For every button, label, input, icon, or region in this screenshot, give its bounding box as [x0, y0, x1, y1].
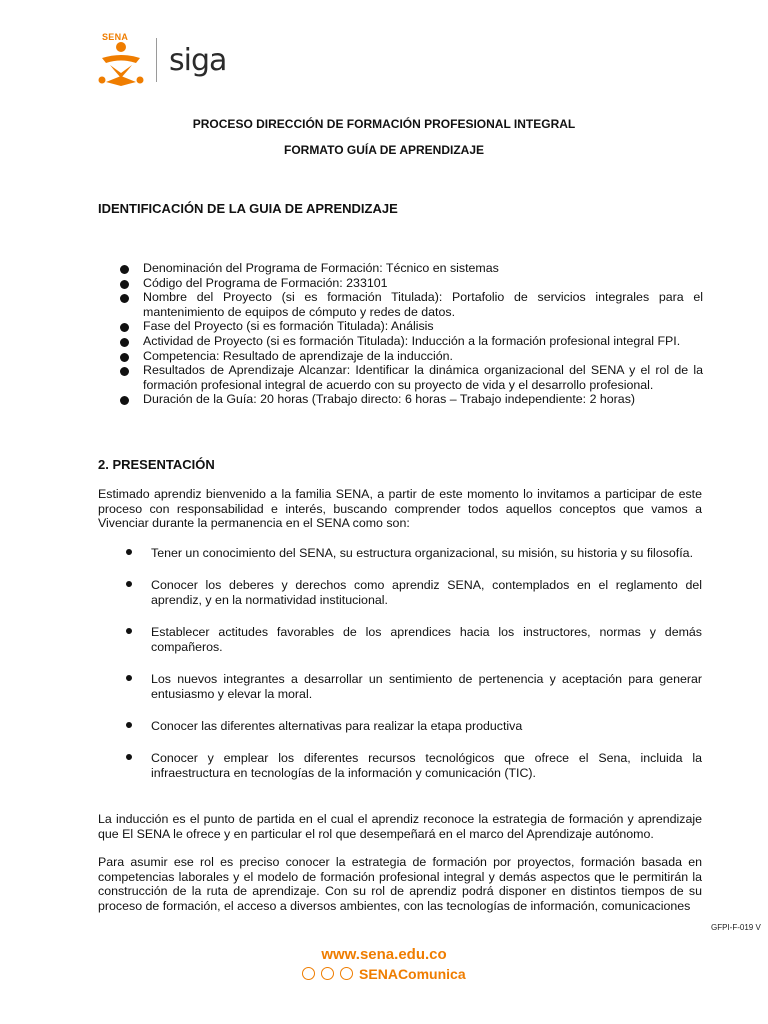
facebook-icon[interactable] — [302, 967, 315, 980]
identification-item: Actividad de Proyecto (si es formación Titulada): Inducción a la formación profesional integral FPI. — [143, 334, 703, 349]
document-format-title: FORMATO GUÍA DE APRENDIZAJE — [283, 143, 484, 157]
identification-item: Resultados de Aprendizaje Alcanzar: Identificar la dinámica organizacional del SENA y el rol de la formación profesional integral de acuerdo con su proyecto de vida y el desarrollo profesional. — [143, 363, 703, 392]
presentation-bullet: Establecer actitudes favorables de los aprendices hacia los instructores, normas y demás compañeros. — [151, 625, 702, 654]
presentation-paragraph-2: Para asumir ese rol es preciso conocer la estrategia de formación por proyectos, formación basada en competencias laborales y el modelo de formación profesional integral y demás aspectos que le permitirán la construcción de la ruta de aprendizaje. Con su rol de aprendiz podrá disponer en distintos tiempos de su proceso de formación, el acceso a diversos ambientes, con las tecnologías de información, comunicaciones — [98, 855, 702, 913]
footer-social-handle: SENAComunica — [359, 966, 466, 982]
instagram-icon[interactable] — [321, 967, 334, 980]
identification-item: Nombre del Proyecto (si es formación Titulada): Portafolio de servicios integrales para el mantenimiento de equipos de cómputo y redes de datos. — [143, 290, 703, 319]
presentation-bullet: Conocer los deberes y derechos como aprendiz SENA, contemplados en el reglamento del aprendiz, y en la normatividad institucional. — [151, 578, 702, 607]
identification-item: Competencia: Resultado de aprendizaje de la inducción. — [143, 349, 703, 364]
presentation-intro: Estimado aprendiz bienvenido a la familia SENA, a partir de este momento lo invitamos a participar de este proceso con responsabilidad e interés, buscando comprender todos aquellos conceptos que vamos a Vivenciar durante la permanencia en el SENA como son: — [98, 487, 702, 531]
identification-list — [143, 261, 703, 407]
siga-logo-text: siga — [169, 42, 227, 78]
presentation-paragraph-1: La inducción es el punto de partida en el cual el aprendiz reconoce la estrategia de formación y aprendizaje que El SENA le ofrece y en particular el rol que desempeñará en el marco del Aprendizaje autónomo. — [98, 812, 702, 841]
logo-divider — [156, 38, 157, 82]
identification-item: Código del Programa de Formación: 233101 — [143, 276, 703, 291]
identification-section-title: IDENTIFICACIÓN DE LA GUIA DE APRENDIZAJE — [98, 201, 398, 216]
document-code: GFPI-F-019 V — [711, 923, 761, 932]
identification-item: Fase del Proyecto (si es formación Titulada): Análisis — [143, 319, 703, 334]
document-process-title: PROCESO DIRECCIÓN DE FORMACIÓN PROFESIONAL INTEGRAL — [192, 117, 576, 131]
footer-website-link[interactable]: www.sena.edu.co — [321, 946, 447, 963]
header-logo — [96, 32, 226, 88]
twitter-icon[interactable] — [340, 967, 353, 980]
identification-item: Denominación del Programa de Formación: Técnico en sistemas — [143, 261, 703, 276]
presentation-section-title: 2. PRESENTACIÓN — [98, 457, 215, 472]
presentation-bullet: Conocer las diferentes alternativas para realizar la etapa productiva — [151, 719, 702, 734]
sena-logo-text: SENA — [102, 32, 129, 42]
presentation-bullet-list — [151, 546, 702, 798]
footer-social — [0, 966, 768, 982]
presentation-bullet: Conocer y emplear los diferentes recursos tecnológicos que ofrece el Sena, incluida la infraestructura en tecnologías de la información y comunicación (TIC). — [151, 751, 702, 780]
presentation-bullet: Los nuevos integrantes a desarrollar un sentimiento de pertenencia y aceptación para generar entusiasmo y elevar la moral. — [151, 672, 702, 701]
sena-emblem-icon — [96, 38, 146, 90]
presentation-bullet: Tener un conocimiento del SENA, su estructura organizacional, su misión, su historia y su filosofía. — [151, 546, 702, 561]
sena-logo — [96, 32, 146, 88]
identification-item: Duración de la Guía: 20 horas (Trabajo directo: 6 horas – Trabajo independiente: 2 horas) — [143, 392, 703, 407]
